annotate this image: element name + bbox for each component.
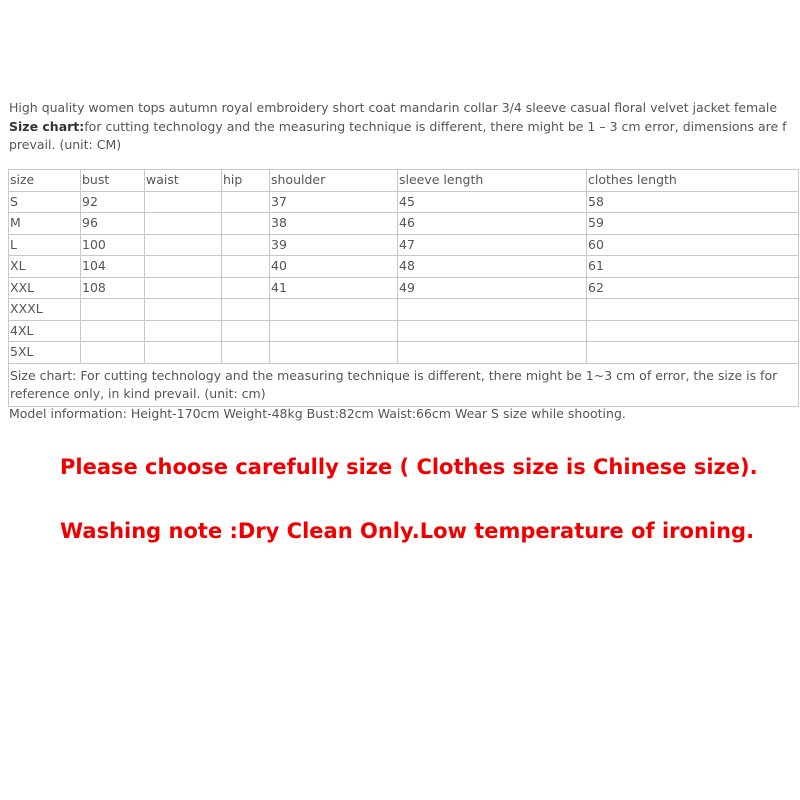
table-header-cell: shoulder [270,170,398,192]
table-cell [398,299,587,321]
product-title: High quality women tops autumn royal embroidery short coat mandarin collar 3/4 sleeve casual floral velvet jacket female [9,100,778,115]
table-header-row [9,170,799,192]
table-cell [398,320,587,342]
table-cell [398,342,587,364]
table-cell: 38 [270,213,398,235]
table-cell: 39 [270,234,398,256]
table-header-cell: clothes length [587,170,799,192]
table-cell: XXL [9,277,81,299]
table-cell [145,191,222,213]
table-cell [145,256,222,278]
table-cell [587,320,799,342]
table-row [9,342,799,364]
table-cell: 49 [398,277,587,299]
table-cell: 47 [398,234,587,256]
table-cell [587,299,799,321]
table-cell [270,342,398,364]
table-cell [270,299,398,321]
table-header-cell: sleeve length [398,170,587,192]
table-cell: L [9,234,81,256]
table-row [9,277,799,299]
table-cell: 40 [270,256,398,278]
table-cell: 100 [81,234,145,256]
table-cell: 60 [587,234,799,256]
size-chart-note-cont: prevail. (unit: CM) [9,137,122,152]
table-row [9,256,799,278]
table-cell: 58 [587,191,799,213]
table-cell: XL [9,256,81,278]
size-chart-note: for cutting technology and the measuring technique is different, there might be 1 – 3 cm error, dimensions are f [84,119,787,134]
size-chart-label: Size chart: [9,119,85,134]
table-cell [222,234,270,256]
table-cell: 45 [398,191,587,213]
table-cell: 5XL [9,342,81,364]
size-chart-footer-note: Size chart: For cutting technology and the measuring technique is different, there might be 1~3 cm of error, the size is for reference only, in kind prevail. (unit: cm) [9,363,799,406]
table-cell: 108 [81,277,145,299]
table-cell [145,342,222,364]
size-chart-intro [9,118,787,136]
model-information: Model information: Height-170cm Weight-48kg Bust:82cm Waist:66cm Wear S size while shooting. [9,406,626,421]
table-cell [145,320,222,342]
table-header-cell: size [9,170,81,192]
table-cell [222,213,270,235]
table-header-cell: hip [222,170,270,192]
table-cell: 59 [587,213,799,235]
table-cell: S [9,191,81,213]
table-header-cell: waist [145,170,222,192]
table-footer-row [9,363,799,406]
table-cell [145,234,222,256]
table-cell: M [9,213,81,235]
table-cell [145,213,222,235]
table-cell: 4XL [9,320,81,342]
washing-note: Washing note :Dry Clean Only.Low temperature of ironing. [60,519,755,543]
table-cell: 61 [587,256,799,278]
table-cell: 37 [270,191,398,213]
size-warning: Please choose carefully size ( Clothes size is Chinese size). [60,455,758,479]
table-cell: 62 [587,277,799,299]
table-cell: 48 [398,256,587,278]
table-cell [222,191,270,213]
table-cell: 96 [81,213,145,235]
table-cell: 46 [398,213,587,235]
table-cell: 104 [81,256,145,278]
table-row [9,213,799,235]
table-cell [270,320,398,342]
table-cell [222,277,270,299]
table-cell [222,256,270,278]
table-cell [81,299,145,321]
table-cell [222,342,270,364]
table-cell [145,277,222,299]
table-row [9,191,799,213]
table-cell [145,299,222,321]
table-row [9,320,799,342]
table-cell [81,320,145,342]
table-cell [222,299,270,321]
table-header-cell: bust [81,170,145,192]
table-cell [222,320,270,342]
table-cell [587,342,799,364]
table-row [9,299,799,321]
table-cell: 41 [270,277,398,299]
table-row [9,234,799,256]
table-cell: 92 [81,191,145,213]
table-cell [81,342,145,364]
table-cell: XXXL [9,299,81,321]
size-table [8,169,799,407]
